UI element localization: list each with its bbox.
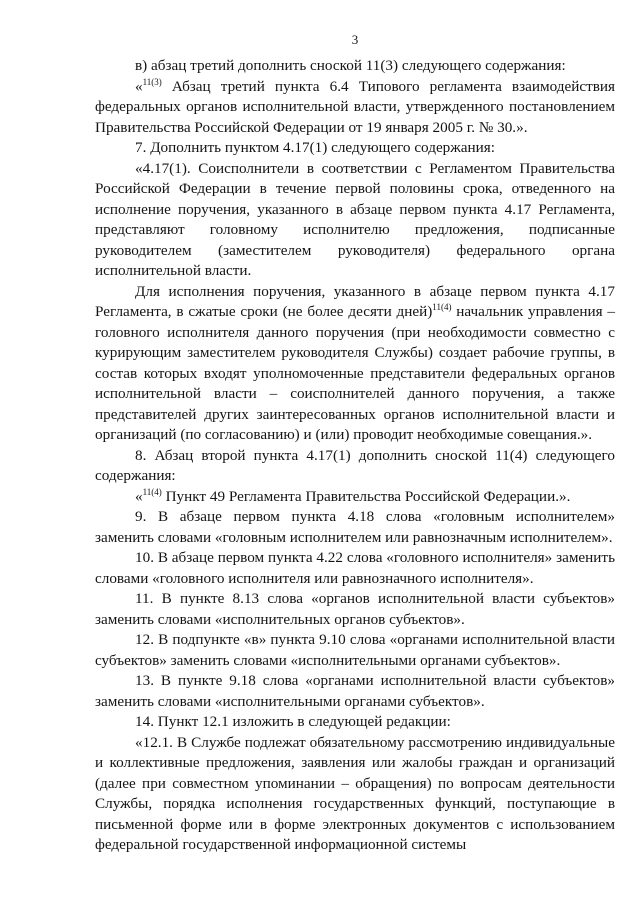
text-run: 10. В абзаце первом пункта 4.22 слова «головного исполнителя» заменить словами «головного исполнителя или равнозначного исполнителя».	[95, 549, 615, 587]
text-run: «	[135, 77, 143, 95]
text-run: Для исполнения поручения, указанного в абзаце первом пункта 4.17 Регламента, в сжатые сроки (не более десяти дней)	[95, 282, 615, 320]
paragraph-working-groups	[95, 282, 615, 446]
paragraph-item-9	[95, 507, 615, 548]
paragraph-4-17-1	[95, 159, 615, 282]
text-run: 7. Дополнить пунктом 4.17(1) следующего содержания:	[135, 139, 495, 156]
text-run: «	[135, 487, 143, 505]
paragraph-item-8	[95, 446, 615, 487]
text-run: 12. В подпункте «в» пункта 9.10 слова «органами исполнительной власти субъектов» заменить словами «исполнительными органами субъектов».	[95, 631, 615, 669]
text-run: начальник управления – головного исполнителя данного поручения (при необходимости совместно с курирующим заместителем руководителя Службы) создает рабочие группы, в состав которых входят уполномоченные представители федеральных органов исполнительной власти – соисполнителей данного поручения, а также представителей других заинтересованных органов исполнительной власти и организаций (по согласованию) и (или) проводит необходимые совещания.».	[95, 303, 615, 443]
text-run: 9. В абзаце первом пункта 4.18 слова «головным исполнителем» заменить словами «головным исполнителем или равнозначным исполнителем».	[95, 508, 615, 546]
paragraph-item-14	[95, 712, 615, 733]
footnote-marker: 11(4)	[432, 302, 452, 312]
paragraph-footnote-11-3	[95, 77, 615, 139]
text-run: 13. В пункте 9.18 слова «органами исполнительной власти субъектов» заменить словами «исполнительными органами субъектов».	[95, 672, 615, 710]
text-run: Абзац третий пункта 6.4 Типового регламента взаимодействия федеральных органов исполнительной власти, утвержденного постановлением Правительства Российской Федерации от 19 января 2005 г. № 30.».	[95, 77, 615, 136]
text-run: Пункт 49 Регламента Правительства Российской Федерации.».	[161, 487, 571, 505]
paragraph-item-12	[95, 630, 615, 671]
paragraph-item-13	[95, 671, 615, 712]
footnote-marker: 11(3)	[142, 76, 162, 87]
text-run: 11. В пункте 8.13 слова «органов исполнительной власти субъектов» заменить словами «исполнительных органов субъектов».	[95, 590, 615, 628]
footnote-marker: 11(4)	[142, 486, 162, 497]
paragraph-item-11	[95, 589, 615, 630]
paragraph-footnote-instruction	[95, 56, 615, 77]
text-run: в) абзац третий дополнить сноской 11(3) следующего содержания:	[135, 57, 566, 74]
text-run: 8. Абзац второй пункта 4.17(1) дополнить сноской 11(4) следующего содержания:	[95, 446, 615, 484]
page-number: 3	[351, 32, 359, 47]
paragraph-item-10	[95, 548, 615, 589]
paragraph-12-1	[95, 733, 615, 856]
paragraph-footnote-11-4	[95, 487, 615, 508]
text-run: «12.1. В Службе подлежат обязательному рассмотрению индивидуальные и коллективные предложения, заявления или жалобы граждан и организаций (далее при совместном упоминании – обращения) по вопросам деятельности Службы, порядка исполнения государственных функций, поступающие в письменной форме или в форме электронных документов с использованием федеральной государственной информационной системы	[95, 733, 615, 853]
document-page	[95, 32, 615, 856]
text-run: 14. Пункт 12.1 изложить в следующей редакции:	[135, 713, 451, 730]
paragraph-item-7	[95, 138, 615, 159]
text-run: «4.17(1). Соисполнители в соответствии с Регламентом Правительства Российской Федерации в течение первой половины срока, отведенного на исполнение поручения, указанного в абзаце первом пункта 4.17 Регламента, представляют головному исполнителю предложения, подписанные руководителем (заместителем руководителя) федерального органа исполнительной власти.	[95, 159, 615, 279]
